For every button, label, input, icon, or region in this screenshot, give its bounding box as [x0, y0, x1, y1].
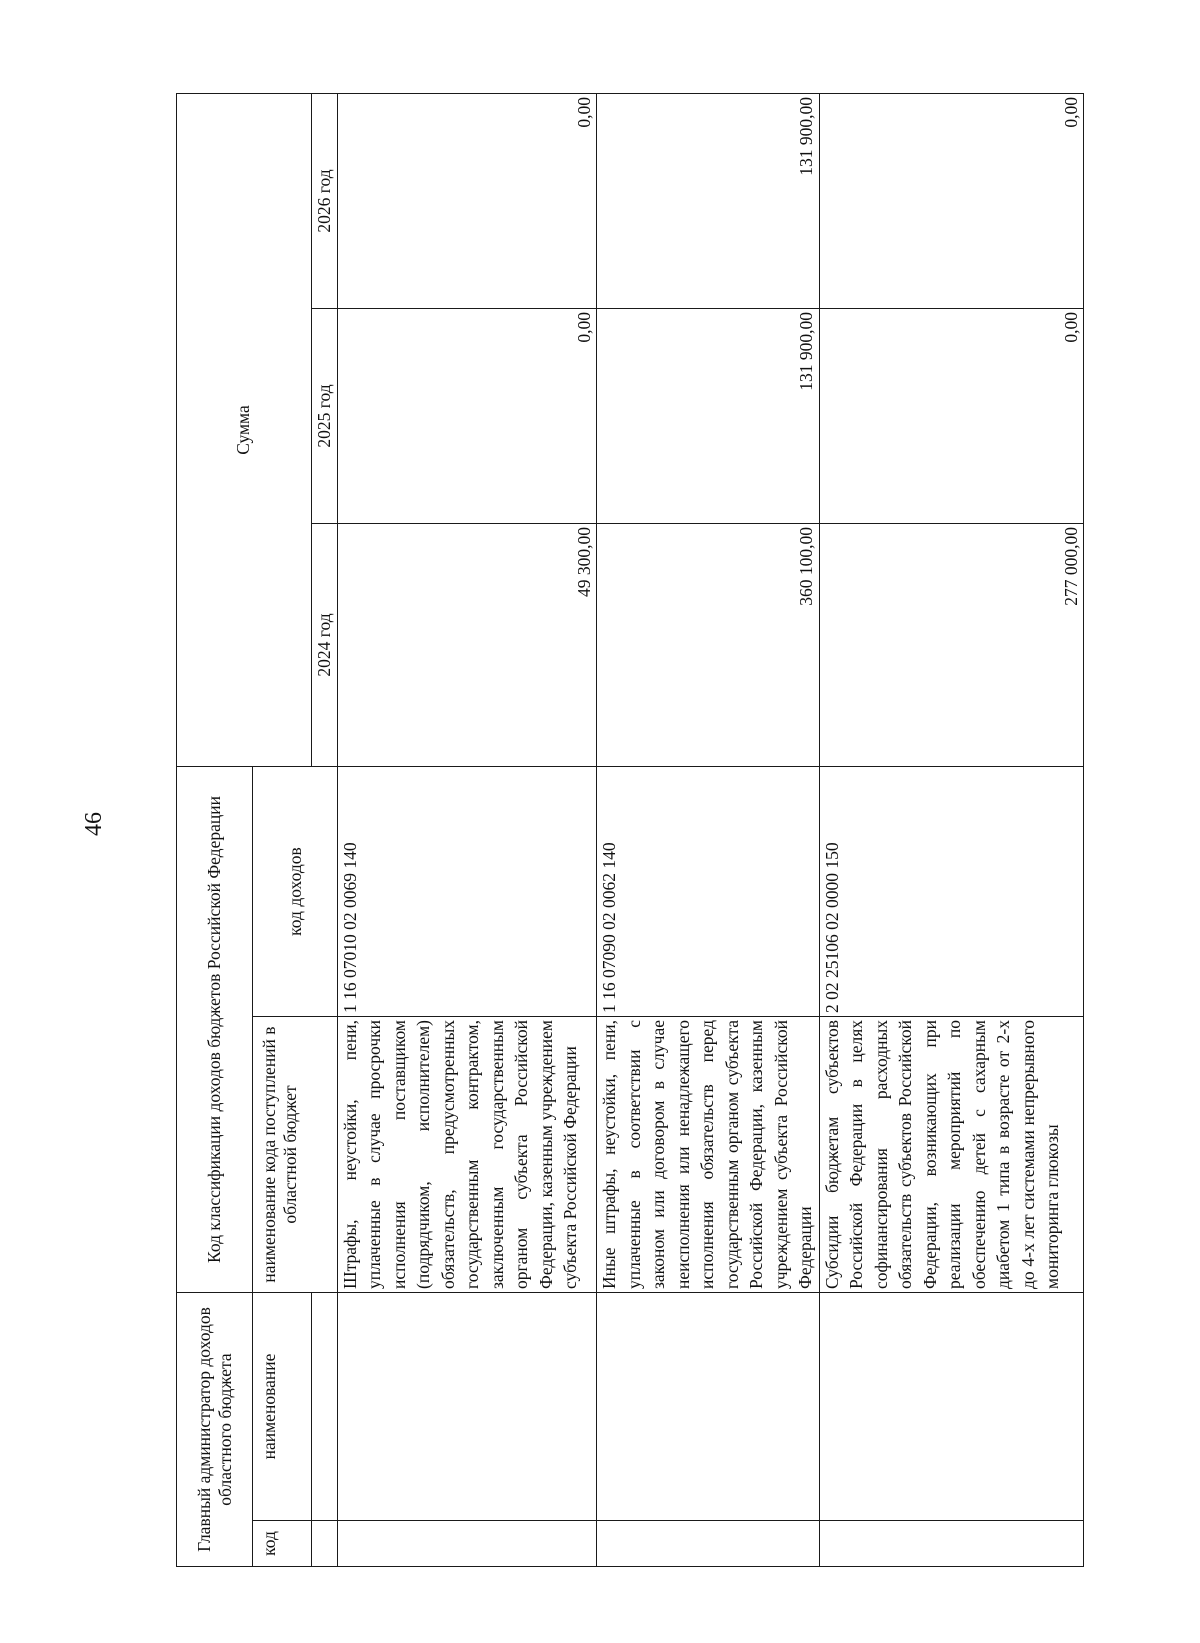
sum-2024-cell: 49 300,00: [337, 524, 596, 767]
income-name-cell: Иные штрафы, неустойки, пени, уплаченные в соответствии с законом или договором в случае неисполнения или ненадлежащего исполнения обязательств перед государственным органом субъекта Российской Федерации, казенным учреждением субъекта Российской Федерации: [597, 1017, 820, 1293]
header-code-spacer: [311, 1521, 337, 1567]
page-number: 46: [81, 812, 107, 836]
income-name-cell: Субсидии бюджетам субъектов Российской Федерации в целях софинансирования расходных обязательств субъектов Российской Федерации, возникающих при реализации мероприятий по обеспечению детей с сахарным диабетом 1 типа в возрасте от 2-х до 4-х лет системами непрерывного мониторинга глюкозы: [819, 1017, 1083, 1293]
sum-2026-cell: 131 900,00: [597, 93, 820, 308]
sum-2025-cell: 0,00: [337, 309, 596, 524]
table-row: [597, 93, 820, 1566]
rotated-table-container: [176, 94, 1084, 1567]
header-name-spacer: [311, 1293, 337, 1521]
admin-name-cell: [597, 1293, 820, 1521]
table-row: [819, 93, 1083, 1566]
sum-2024-cell: 277 000,00: [819, 524, 1083, 767]
header-classification: Код классификации доходов бюджетов Российской Федерации: [177, 767, 253, 1293]
header-year-2024: 2024 год: [311, 524, 337, 767]
income-code-cell: 2 02 25106 02 0000 150: [819, 767, 1083, 1017]
header-name: наименование: [253, 1293, 311, 1521]
header-year-2026: 2026 год: [311, 93, 337, 308]
sum-2025-cell: 131 900,00: [597, 309, 820, 524]
sum-2025-cell: 0,00: [819, 309, 1083, 524]
header-code: код: [253, 1521, 311, 1567]
header-income-name: наименование кода поступлений в областной бюджет: [253, 1017, 337, 1293]
table-row: [337, 93, 596, 1566]
admin-code-cell: [337, 1521, 596, 1567]
income-code-cell: 1 16 07010 02 0069 140: [337, 767, 596, 1017]
header-main-admin: Главный администратор доходов областного бюджета: [177, 1293, 253, 1567]
admin-name-cell: [337, 1293, 596, 1521]
income-name-cell: Штрафы, неустойки, пени, уплаченные в случае просрочки исполнения поставщиком (подрядчиком, исполнителем) обязательств, предусмотренных государственным контрактом, заключенным государственным органом субъекта Российской Федерации, казенным учреждением субъекта Российской Федерации: [337, 1017, 596, 1293]
header-sum: Сумма: [177, 93, 312, 766]
admin-code-cell: [597, 1521, 820, 1567]
admin-code-cell: [819, 1521, 1083, 1567]
sum-2024-cell: 360 100,00: [597, 524, 820, 767]
sum-2026-cell: 0,00: [819, 93, 1083, 308]
admin-name-cell: [819, 1293, 1083, 1521]
income-code-cell: 1 16 07090 02 0062 140: [597, 767, 820, 1017]
sum-2026-cell: 0,00: [337, 93, 596, 308]
revenue-classification-table: [176, 93, 1084, 1567]
header-income-code: код доходов: [253, 767, 337, 1017]
header-year-2025: 2025 год: [311, 309, 337, 524]
